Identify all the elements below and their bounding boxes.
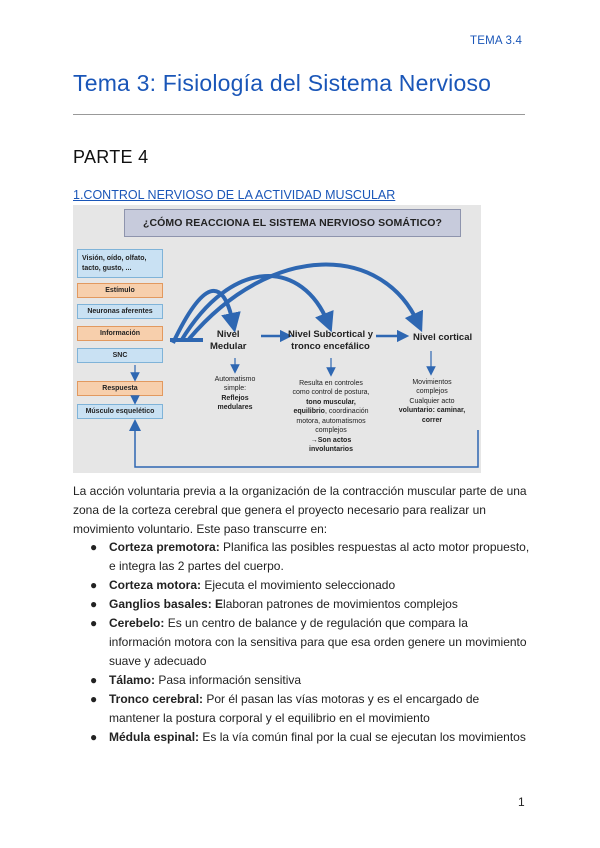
cortical-description: Movimientos complejos Cualquier acto voluntario: caminar, correr [398, 379, 466, 424]
page-number: 1 [518, 795, 525, 809]
bullet-icon: ● [90, 578, 98, 592]
skeletal-muscle-box: Músculo esquelético [77, 404, 163, 419]
document-title: Tema 3: Fisiología del Sistema Nervioso [73, 70, 492, 96]
list-item: ● Corteza motora: Ejecuta el movimiento seleccionado [90, 576, 530, 595]
part-heading: PARTE 4 [73, 147, 149, 167]
response-box: Respuesta [77, 381, 163, 396]
arrow-to-cortical [189, 265, 418, 339]
level-subcortical-label: Nivel Subcortical y tronco encefálico [288, 329, 374, 353]
information-box: Información [77, 326, 163, 341]
bullet-icon: ● [90, 673, 98, 687]
cns-box: SNC [77, 348, 163, 363]
senses-box: Visión, oído, olfato, tacto, gusto, ... [77, 249, 163, 278]
bullet-icon: ● [90, 692, 98, 706]
medular-description: Automatismo simple: Reflejos medulares [214, 376, 256, 412]
list-item: ● Tronco cerebral: Por él pasan las vías motoras y es el encargado de mantener la postura corporal y el equilibrio en el movimiento [90, 692, 480, 725]
topic-tag: TEMA 3.4 [470, 35, 523, 47]
bullet-icon: ● [90, 540, 98, 554]
list-item: ● Médula espinal: Es la vía común final por la cual se ejecutan los movimientos [90, 728, 530, 747]
bullet-icon: ● [90, 730, 98, 744]
brain-regions-list [90, 538, 530, 747]
stimulus-box: Estímulo [77, 283, 163, 298]
diagram-title: ¿CÓMO REACCIONA EL SISTEMA NERVIOSO SOMÁTICO? [124, 209, 461, 237]
level-cortical-label: Nivel cortical [413, 332, 473, 343]
list-item: ● Ganglios basales: Elaboran patrones de movimientos complejos [90, 595, 530, 614]
title-divider [73, 114, 525, 115]
afferent-neurons-box: Neuronas aferentes [77, 304, 163, 319]
intro-paragraph: La acción voluntaria previa a la organización de la contracción muscular parte de una zona de la corteza cerebral que genera el proyecto necesario para realizar un movimiento voluntario. Este paso transcurre en: [73, 484, 527, 536]
bullet-icon: ● [90, 597, 98, 611]
level-medular-label: Nivel Medular [210, 329, 247, 353]
nervous-system-diagram [73, 205, 481, 473]
list-item: ● Cerebelo: Es un centro de balance y de regulación que compara la información motora con la sensitiva para que esa orden genere un movimiento suave y adecuado [90, 616, 527, 668]
bullet-icon: ● [90, 616, 98, 630]
list-item: ● Tálamo: Pasa información sensitiva [90, 671, 530, 690]
subcortical-description: Resulta en controles como control de postura, tono muscular, equilibrio, coordinación motora, automatismos complejos →Son actos involuntarios [292, 380, 370, 454]
section-heading-link[interactable]: 1.CONTROL NERVIOSO DE LA ACTIVIDAD MUSCULAR [73, 188, 396, 202]
list-item: ● Corteza premotora: Planifica las posibles respuestas al acto motor propuesto, e integra las 2 partes del cuerpo. [90, 540, 530, 573]
